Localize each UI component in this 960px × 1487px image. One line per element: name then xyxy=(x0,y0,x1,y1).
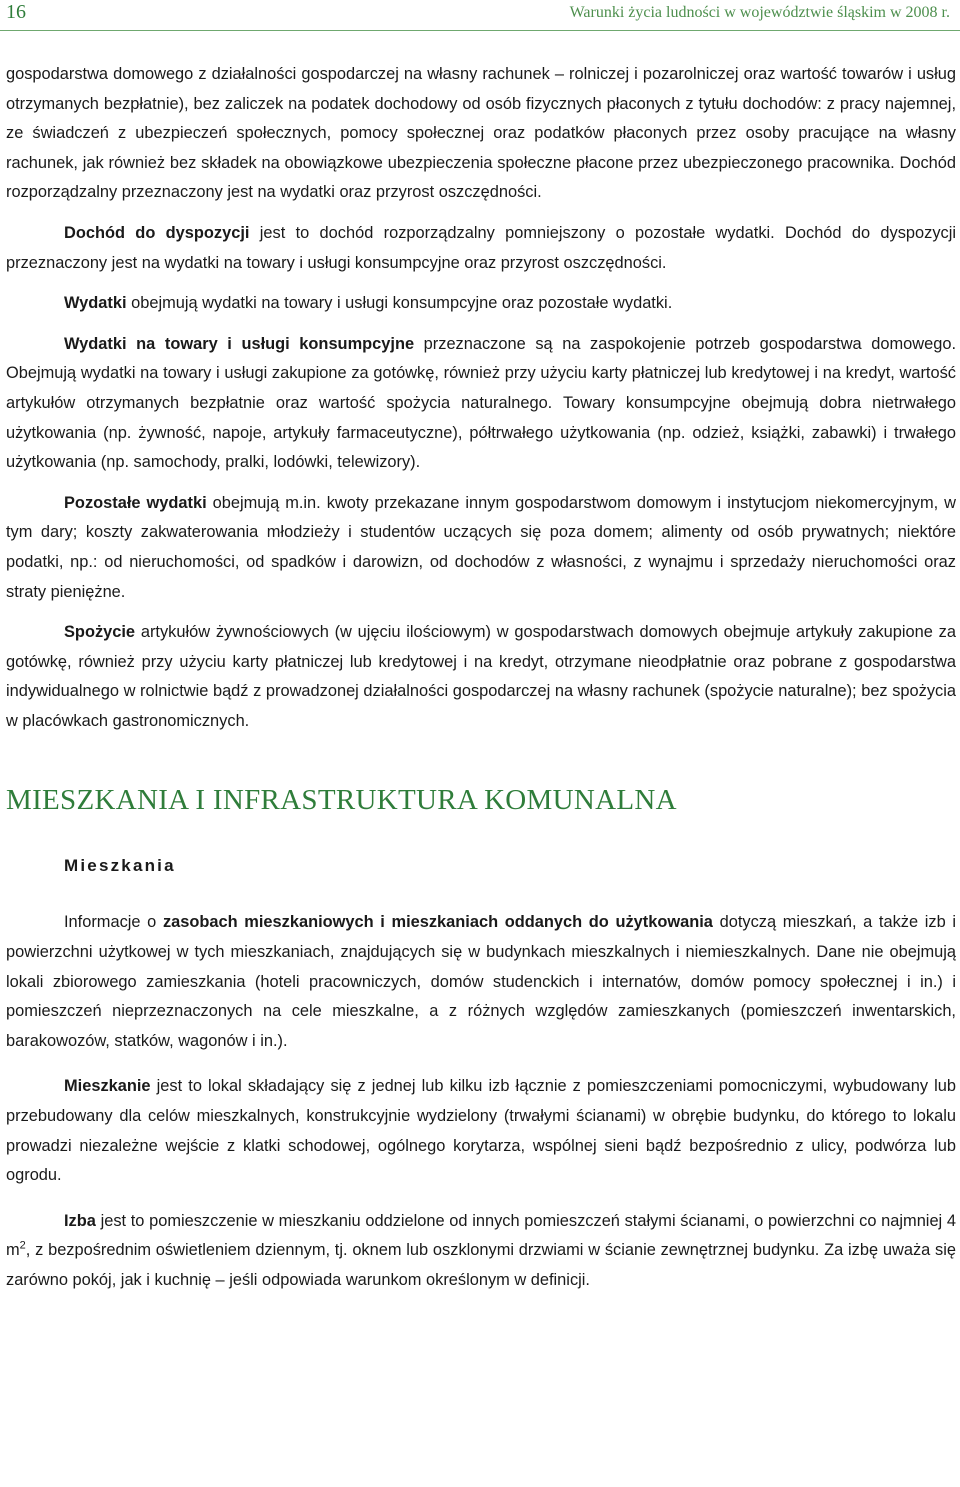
paragraph-income-continued: gospodarstwa domowego z działalności gospodarczej na własny rachunek – rolniczej i pozarolniczej oraz wartość towarów i usług otrzymanych bezpłatnie), bez zaliczek na podatek dochodowy od osób fizycznych płaconych z tytułu dochodów: z pracy najemnej, ze świadczeń z ubezpieczeń społecznych, pomocy społecznej oraz podatków płaconych przez osoby pracujące na własny rachunek, jak również bez składek na obowiązkowe ubezpieczenia społeczne płacone przez ubezpieczonego pracownika. Dochód rozporządzalny przeznaczony jest na wydatki oraz przyrost oszczędności. xyxy=(6,65,956,202)
running-title: Warunki życia ludności w województwie śląskim w 2008 r. xyxy=(569,4,950,21)
page-body xyxy=(6,60,956,1296)
definition-text: dotyczą mieszkań, a także izb i powierzchni użytkowej w tych mieszkaniach, znajdujących się w budynkach mieszkalnych i niemieszkalnych. Dane nie obejmują lokali zbiorowego zamieszkania (hoteli pracowniczych, domów studenckich i internatów, domów pomocy społecznej i in.) i pomieszczeń nieprzeznaczonych na cele mieszkalne, a z różnych względów zamieszkanych (pomieszczeń inwentarskich, barakowozów, statków, wagonów i in.). xyxy=(6,913,956,1050)
term-consumption: Spożycie xyxy=(64,623,136,642)
term-expenditures: Wydatki xyxy=(64,294,127,313)
definition-text: jest to pomieszczenie w mieszkaniu oddzielone od innych pomieszczeń stałymi ścianami, o powierzchni co najmniej 4 m xyxy=(6,1211,956,1260)
definition-text: , z bezpośrednim oświetleniem dziennym, tj. oknem lub oszklonymi drzwiami w ścianie zewnętrznej budynku. Za izbę uważa się zarówno pokój, jak i kuchnię – jeśli odpowiada warunkom określonym w definicji. xyxy=(6,1241,956,1289)
page-number: 16 xyxy=(6,1,26,23)
definition-text: jest to dochód rozporządzalny pomniejszony o pozostałe wydatki. Dochód do dyspozycji przeznaczony jest na wydatki na towary i usługi konsumpcyjne oraz przyrost oszczędności. xyxy=(6,223,956,272)
definition-text: jest to lokal składający się z jednej lub kilku izb łącznie z pomieszczeniami pomocniczymi, wybudowany lub przebudowany dla celów mieszkalnych, konstrukcyjnie wydzielony (trwałymi ścianami) w obrębie budynku, do którego to lokalu prowadzi niezależne wejście z klatki schodowej, ogólnego korytarza, wspólnej sieni bądź bezpośrednio z ulicy, podwórza lub ogrodu. xyxy=(6,1077,956,1185)
paragraph-dwelling xyxy=(6,1072,956,1190)
subsection-title: Mieszkania xyxy=(64,856,176,876)
term-dwelling: Mieszkanie xyxy=(64,1077,151,1096)
term-consumer-expenditures: Wydatki na towary i usługi konsumpcyjne xyxy=(64,334,415,353)
term-disposable-income: Dochód do dyspozycji xyxy=(64,223,250,242)
definition-text: obejmują m.in. kwoty przekazane innym gospodarstwom domowym i instytucjom niekomercyjnym, w tym dary; koszty zakwaterowania młodzieży i studentów uczących się poza domem; alimenty od osób prywatnych; niektóre podatki, np.: od nieruchomości, od spadków i darowizn, od dochodów z własności, z wynajmu i sprzedaży nieruchomości oraz straty pieniężne. xyxy=(6,493,957,601)
term-housing-resources: zasobach mieszkaniowych i mieszkaniach oddanych do użytkowania xyxy=(162,913,713,932)
definition-text: obejmują wydatki na towary i usługi konsumpcyjne oraz pozostałe wydatki. xyxy=(126,294,673,313)
paragraph-consumer-expenditures xyxy=(6,330,956,478)
page-header xyxy=(0,0,960,31)
section-title: MIESZKANIA I INFRASTRUKTURA KOMUNALNA xyxy=(6,784,677,817)
paragraph-consumption xyxy=(6,618,956,736)
paragraph-other-expenditures xyxy=(6,489,956,607)
intro-text: Informacje o xyxy=(64,913,163,932)
term-room: Izba xyxy=(64,1211,96,1230)
term-other-expenditures: Pozostałe wydatki xyxy=(64,493,207,512)
paragraph-expenditures xyxy=(6,289,956,319)
definition-text: artykułów żywnościowych (w ujęciu ilościowym) w gospodarstwach domowych obejmuje artykuły zakupione za gotówkę, również przy użyciu karty płatniczej lub kredytowej i na kredyt, otrzymane nieodpłatnie oraz pobrane z gospodarstwa indywidualnego w rolnictwie bądź z prowadzonej działalności gospodarczej na własny rachunek (spożycie naturalne); bez spożycia w placówkach gastronomicznych. xyxy=(6,623,956,730)
paragraph-room xyxy=(6,1207,956,1296)
definition-text: przeznaczone są na zaspokojenie potrzeb gospodarstwa domowego. Obejmują wydatki na towary i usługi zakupione za gotówkę, również przy użyciu karty płatniczej lub kredytowej i na kredyt, wartość artykułów otrzymanych bezpłatnie oraz wartość spożycia naturalnego. Towary konsumpcyjne obejmują dobra nietrwałego użytkowania (np. żywność, napoje, artykuły farmaceutyczne), półtrwałego użytkowania (np. odzież, książki, zabawki) i trwałego użytkowania (np. samochody, pralki, lodówki, telewizory). xyxy=(6,334,956,472)
superscript-exponent: 2 xyxy=(19,1239,26,1252)
paragraph-housing-resources xyxy=(6,908,956,1056)
paragraph-disposable-income xyxy=(6,219,956,278)
